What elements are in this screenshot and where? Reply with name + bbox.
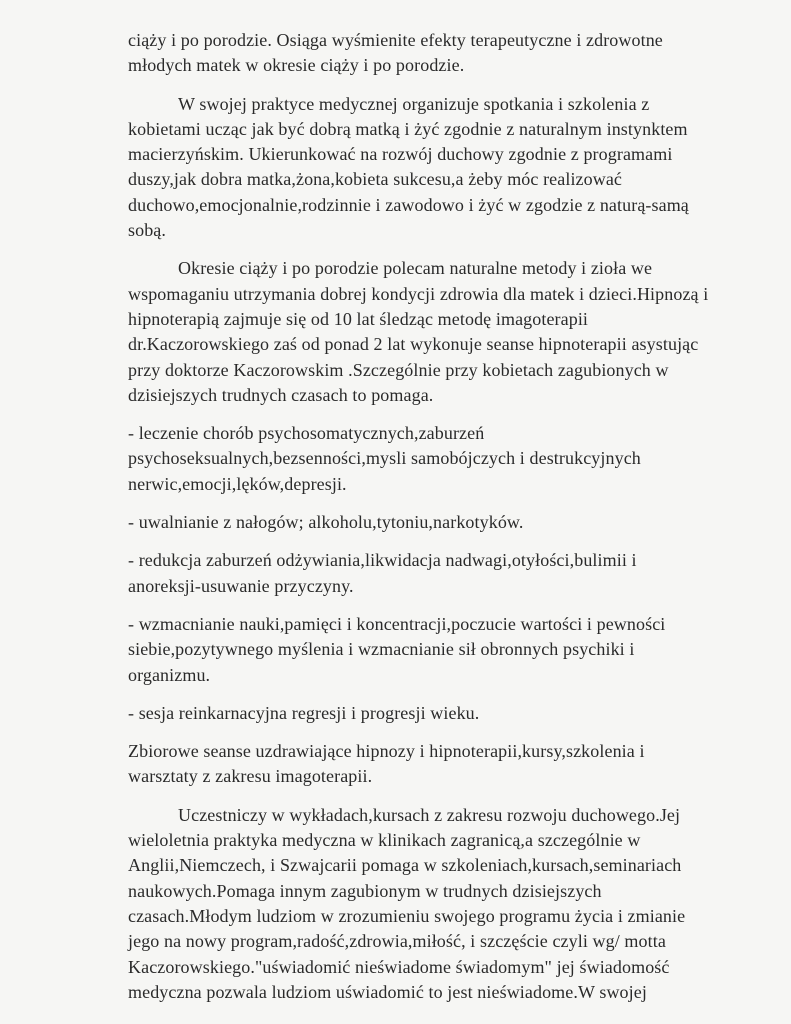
text-line: warsztaty z zakresu imagoterapii. <box>128 766 373 787</box>
text-line <box>128 92 751 117</box>
text-line: Kaczorowskiego."uświadomić nieświadome świadomym" jej świadomość <box>128 956 670 977</box>
text-line <box>128 256 751 281</box>
text-line: - wzmacnianie nauki,pamięci i koncentracji,poczucie wartości i pewności <box>128 613 666 634</box>
paragraph-gap <box>128 599 751 612</box>
text-line: ciąży i po porodzie. Osiąga wyśmienite efekty terapeutyczne i zdrowotne <box>128 30 663 50</box>
paragraph <box>128 28 751 79</box>
text-line: macierzyńskim. Ukierunkować na rozwój duchowy zgodnie z programami <box>128 144 673 165</box>
paragraph <box>128 92 751 244</box>
text-line: Zbiorowe seanse uzdrawiające hipnozy i hipnoterapii,kursy,szkolenia i <box>128 741 645 762</box>
text-line: psychoseksualnych,bezsenności,mysli samobójczych i destrukcyjnych <box>128 448 641 469</box>
paragraph-gap <box>128 726 751 739</box>
text-line: sobą. <box>128 220 166 241</box>
paragraph <box>128 803 751 1005</box>
text-line: kobietami ucząc jak być dobrą matką i żyć zgodnie z naturalnym instynktem <box>128 118 688 139</box>
text-line: siebie,pozytywnego myślenia i wzmacnianie sił obronnych psychiki i <box>128 639 635 660</box>
paragraph <box>128 421 751 497</box>
text-line: organizmu. <box>128 664 211 685</box>
paragraph-gap <box>128 408 751 421</box>
text-line: jego na nowy program,radość,zdrowia,miłość, i szczęście czyli wg/ motta <box>128 931 666 952</box>
text-line: - leczenie chorób psychosomatycznych,zaburzeń <box>128 423 485 444</box>
paragraph-gap <box>128 688 751 701</box>
paragraph <box>128 701 751 726</box>
paragraph <box>128 612 751 688</box>
text-line: czasach.Młodym ludziom w zrozumieniu swojego programu życia i zmianie <box>128 905 686 926</box>
text-line-content: Okresie ciąży i po porodzie polecam naturalne metody i zioła we <box>178 258 653 279</box>
text-line: anoreksji-usuwanie przyczyny. <box>128 575 354 596</box>
text-line: - uwalnianie z nałogów; alkoholu,tytoniu,narkotyków. <box>128 512 524 533</box>
text-line <box>128 803 751 828</box>
text-line: hipnoterapią zajmuje się od 10 lat śledząc metodę imagoterapii <box>128 308 589 329</box>
paragraph-gap <box>128 243 751 256</box>
paragraph <box>128 739 751 790</box>
paragraph-gap <box>128 79 751 92</box>
text-line: młodych matek w okresie ciąży i po porodzie. <box>128 55 465 76</box>
text-line-content: Uczestniczy w wykładach,kursach z zakresu rozwoju duchowego.Jej <box>178 804 681 825</box>
text-line-content: W swojej praktyce medycznej organizuje spotkania i szkolenia z <box>178 93 650 114</box>
paragraph <box>128 510 751 535</box>
text-line: medyczna pozwala ludziom uświadomić to jest nieświadome.W swojej <box>128 981 647 1002</box>
paragraph-gap <box>128 497 751 510</box>
paragraph-gap <box>128 790 751 803</box>
text-line: wieloletnia praktyka medyczna w klinikach zagranicą,a szczególnie w <box>128 830 641 851</box>
text-line: - sesja reinkarnacyjna regresji i progresji wieku. <box>128 702 480 723</box>
text-line: dzisiejszych trudnych czasach to pomaga. <box>128 384 434 405</box>
text-line: nerwic,emocji,lęków,depresji. <box>128 473 347 494</box>
text-line: - redukcja zaburzeń odżywiania,likwidacja nadwagi,otyłości,bulimii i <box>128 550 637 571</box>
paragraph <box>128 256 751 408</box>
paragraph-gap <box>128 535 751 548</box>
text-line: naukowych.Pomaga innym zagubionym w trudnych dzisiejszych <box>128 880 602 901</box>
text-line: wspomaganiu utrzymania dobrej kondycji zdrowia dla matek i dzieci.Hipnozą i <box>128 283 709 304</box>
text-line: dr.Kaczorowskiego zaś od ponad 2 lat wykonuje seanse hipnoterapii asystując <box>128 334 699 355</box>
text-line: Anglii,Niemczech, i Szwajcarii pomaga w szkoleniach,kursach,seminariach <box>128 855 682 876</box>
text-line: duszy,jak dobra matka,żona,kobieta sukcesu,a żeby móc realizować <box>128 169 623 190</box>
text-line: przy doktorze Kaczorowskim .Szczególnie przy kobietach zagubionych w <box>128 359 669 380</box>
text-line: duchowo,emocjonalnie,rodzinnie i zawodowo i żyć w zgodzie z naturą-samą <box>128 194 689 215</box>
paragraph <box>128 548 751 599</box>
